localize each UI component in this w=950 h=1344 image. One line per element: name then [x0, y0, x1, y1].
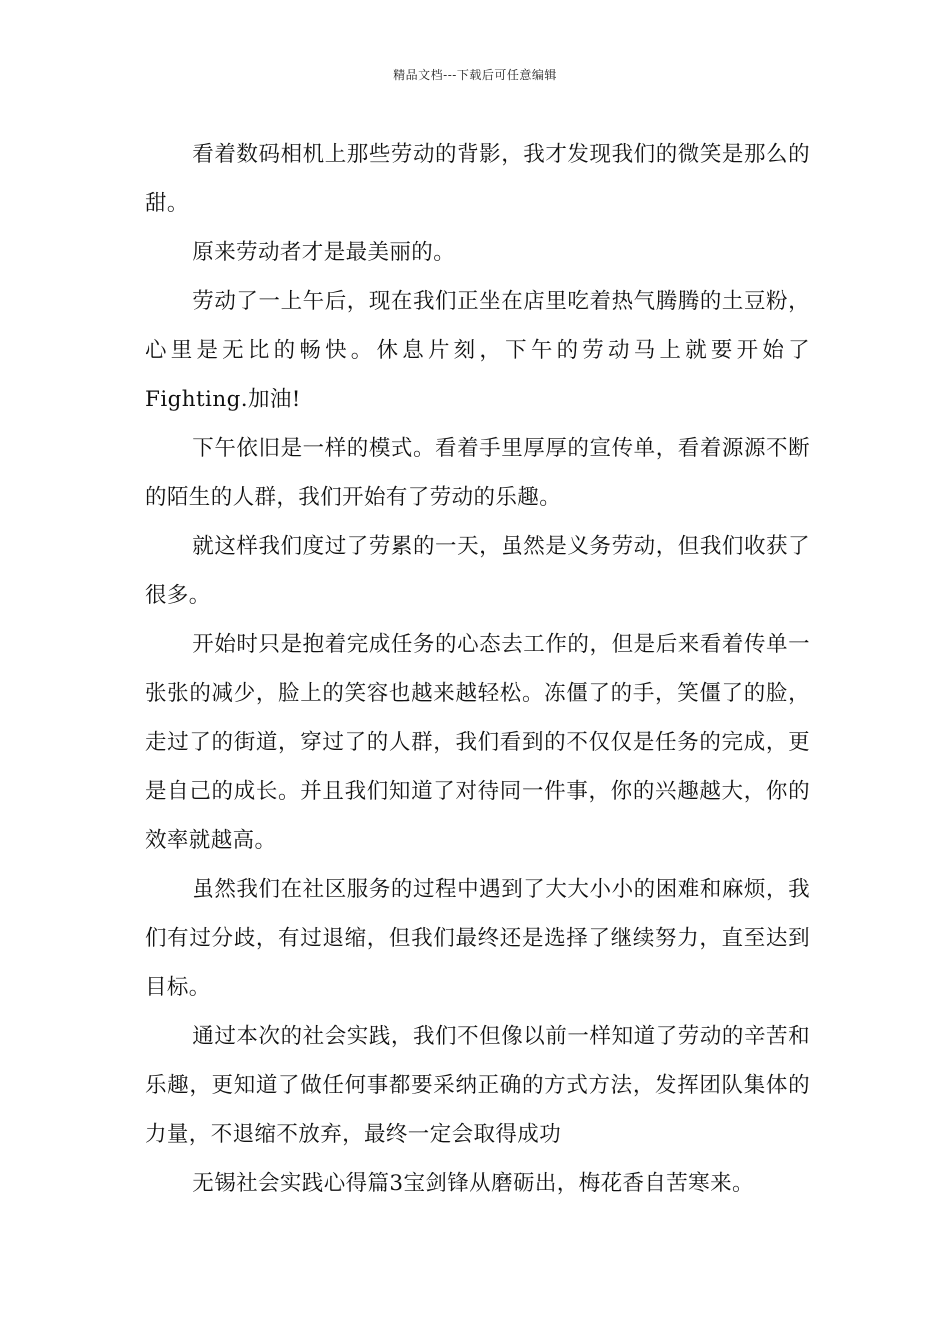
paragraph: 劳动了一上午后，现在我们正坐在店里吃着热气腾腾的土豆粉，心里是无比的畅快。休息片刻，下午的劳动马上就要开始了Fighting.加油!: [145, 289, 810, 412]
page-header: 精品文档---下载后可任意编辑: [393, 68, 557, 82]
paragraph: 开始时只是抱着完成任务的心态去工作的，但是后来看着传单一张张的减少，脸上的笑容也越来越轻松。冻僵了的手，笑僵了的脸，走过了的街道，穿过了的人群，我们看到的不仅仅是任务的完成，更是自己的成长。并且我们知道了对待同一件事，你的兴趣越大，你的效率就越高。: [145, 632, 810, 853]
paragraph: 通过本次的社会实践，我们不但像以前一样知道了劳动的辛苦和乐趣，更知道了做任何事都要采纳正确的方式方法，发挥团队集体的力量，不退缩不放弃，最终一定会取得成功: [145, 1024, 810, 1147]
paragraph: 虽然我们在社区服务的过程中遇到了大大小小的困难和麻烦，我们有过分歧，有过退缩，但我们最终还是选择了继续努力，直至达到目标。: [145, 877, 810, 1000]
paragraph: 无锡社会实践心得篇3宝剑锋从磨砺出，梅花香自苦寒来。: [192, 1171, 754, 1196]
paragraph: 看着数码相机上那些劳动的背影，我才发现我们的微笑是那么的甜。: [145, 142, 810, 216]
document-body: [145, 130, 810, 1208]
paragraph: 就这样我们度过了劳累的一天，虽然是义务劳动，但我们收获了很多。: [145, 534, 810, 608]
paragraph: 原来劳动者才是最美丽的。: [192, 240, 456, 265]
paragraph: 下午依旧是一样的模式。看着手里厚厚的宣传单，看着源源不断的陌生的人群，我们开始有了劳动的乐趣。: [145, 436, 810, 510]
